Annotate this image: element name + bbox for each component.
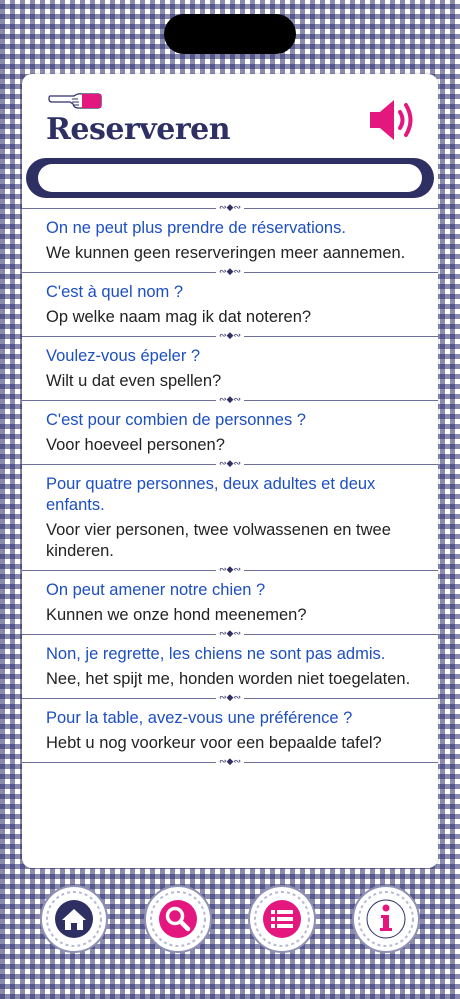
phrase-item[interactable] (22, 404, 438, 462)
french-phrase: Pour quatre personnes, deux adultes et deux enfants. (46, 475, 376, 514)
divider-ornament: ∾◆∾ (22, 568, 438, 574)
french-phrase: On ne peut plus prendre de réservations. (46, 219, 346, 237)
phrase-item[interactable] (22, 212, 438, 270)
home-icon (40, 885, 108, 953)
home-button[interactable] (40, 885, 108, 953)
divider-ornament: ∾◆∾ (22, 206, 438, 212)
phrase-item[interactable] (22, 574, 438, 632)
phrase-card (22, 74, 438, 868)
dutch-translation: Hebt u nog voorkeur voor een bepaalde tafel? (46, 734, 382, 752)
search-button[interactable] (144, 885, 212, 953)
dutch-translation: Voor hoeveel personen? (46, 436, 225, 454)
search-input[interactable] (38, 164, 422, 192)
divider-ornament: ∾◆∾ (22, 760, 438, 766)
divider-ornament: ∾◆∾ (22, 462, 438, 468)
dutch-translation: Op welke naam mag ik dat noteren? (46, 308, 312, 326)
french-phrase: C'est à quel nom ? (46, 283, 184, 301)
device-notch (164, 14, 296, 54)
french-phrase: Voulez-vous épeler ? (46, 347, 201, 365)
phrase-item[interactable] (22, 468, 438, 568)
divider-ornament: ∾◆∾ (22, 270, 438, 276)
phrase-item[interactable] (22, 340, 438, 398)
dutch-translation: Kunnen we onze hond meenemen? (46, 606, 307, 624)
search-icon (144, 885, 212, 953)
page-title: Reserveren (46, 112, 231, 147)
search-bar (26, 158, 434, 198)
phrase-item[interactable] (22, 702, 438, 760)
french-phrase: On peut amener notre chien ? (46, 581, 266, 599)
dutch-translation: Wilt u dat even spellen? (46, 372, 222, 390)
divider-ornament: ∾◆∾ (22, 632, 438, 638)
divider-ornament: ∾◆∾ (22, 398, 438, 404)
phrase-list (22, 203, 438, 767)
french-phrase: Pour la table, avez-vous une préférence ? (46, 709, 353, 727)
pointing-hand-icon (48, 88, 102, 110)
info-icon (352, 885, 420, 953)
list-button[interactable] (248, 885, 316, 953)
list-icon (248, 885, 316, 953)
french-phrase: C'est pour combien de personnes ? (46, 411, 306, 429)
info-button[interactable] (352, 885, 420, 953)
speaker-icon[interactable] (366, 94, 418, 146)
dutch-translation: We kunnen geen reserveringen meer aannemen. (46, 244, 406, 262)
phrase-item[interactable] (22, 638, 438, 696)
phrase-item[interactable] (22, 276, 438, 334)
french-phrase: Non, je regrette, les chiens ne sont pas admis. (46, 645, 386, 663)
divider-ornament: ∾◆∾ (22, 334, 438, 340)
dutch-translation: Voor vier personen, twee volwassenen en twee kinderen. (46, 521, 391, 560)
divider-ornament: ∾◆∾ (22, 696, 438, 702)
dutch-translation: Nee, het spijt me, honden worden niet toegelaten. (46, 670, 411, 688)
